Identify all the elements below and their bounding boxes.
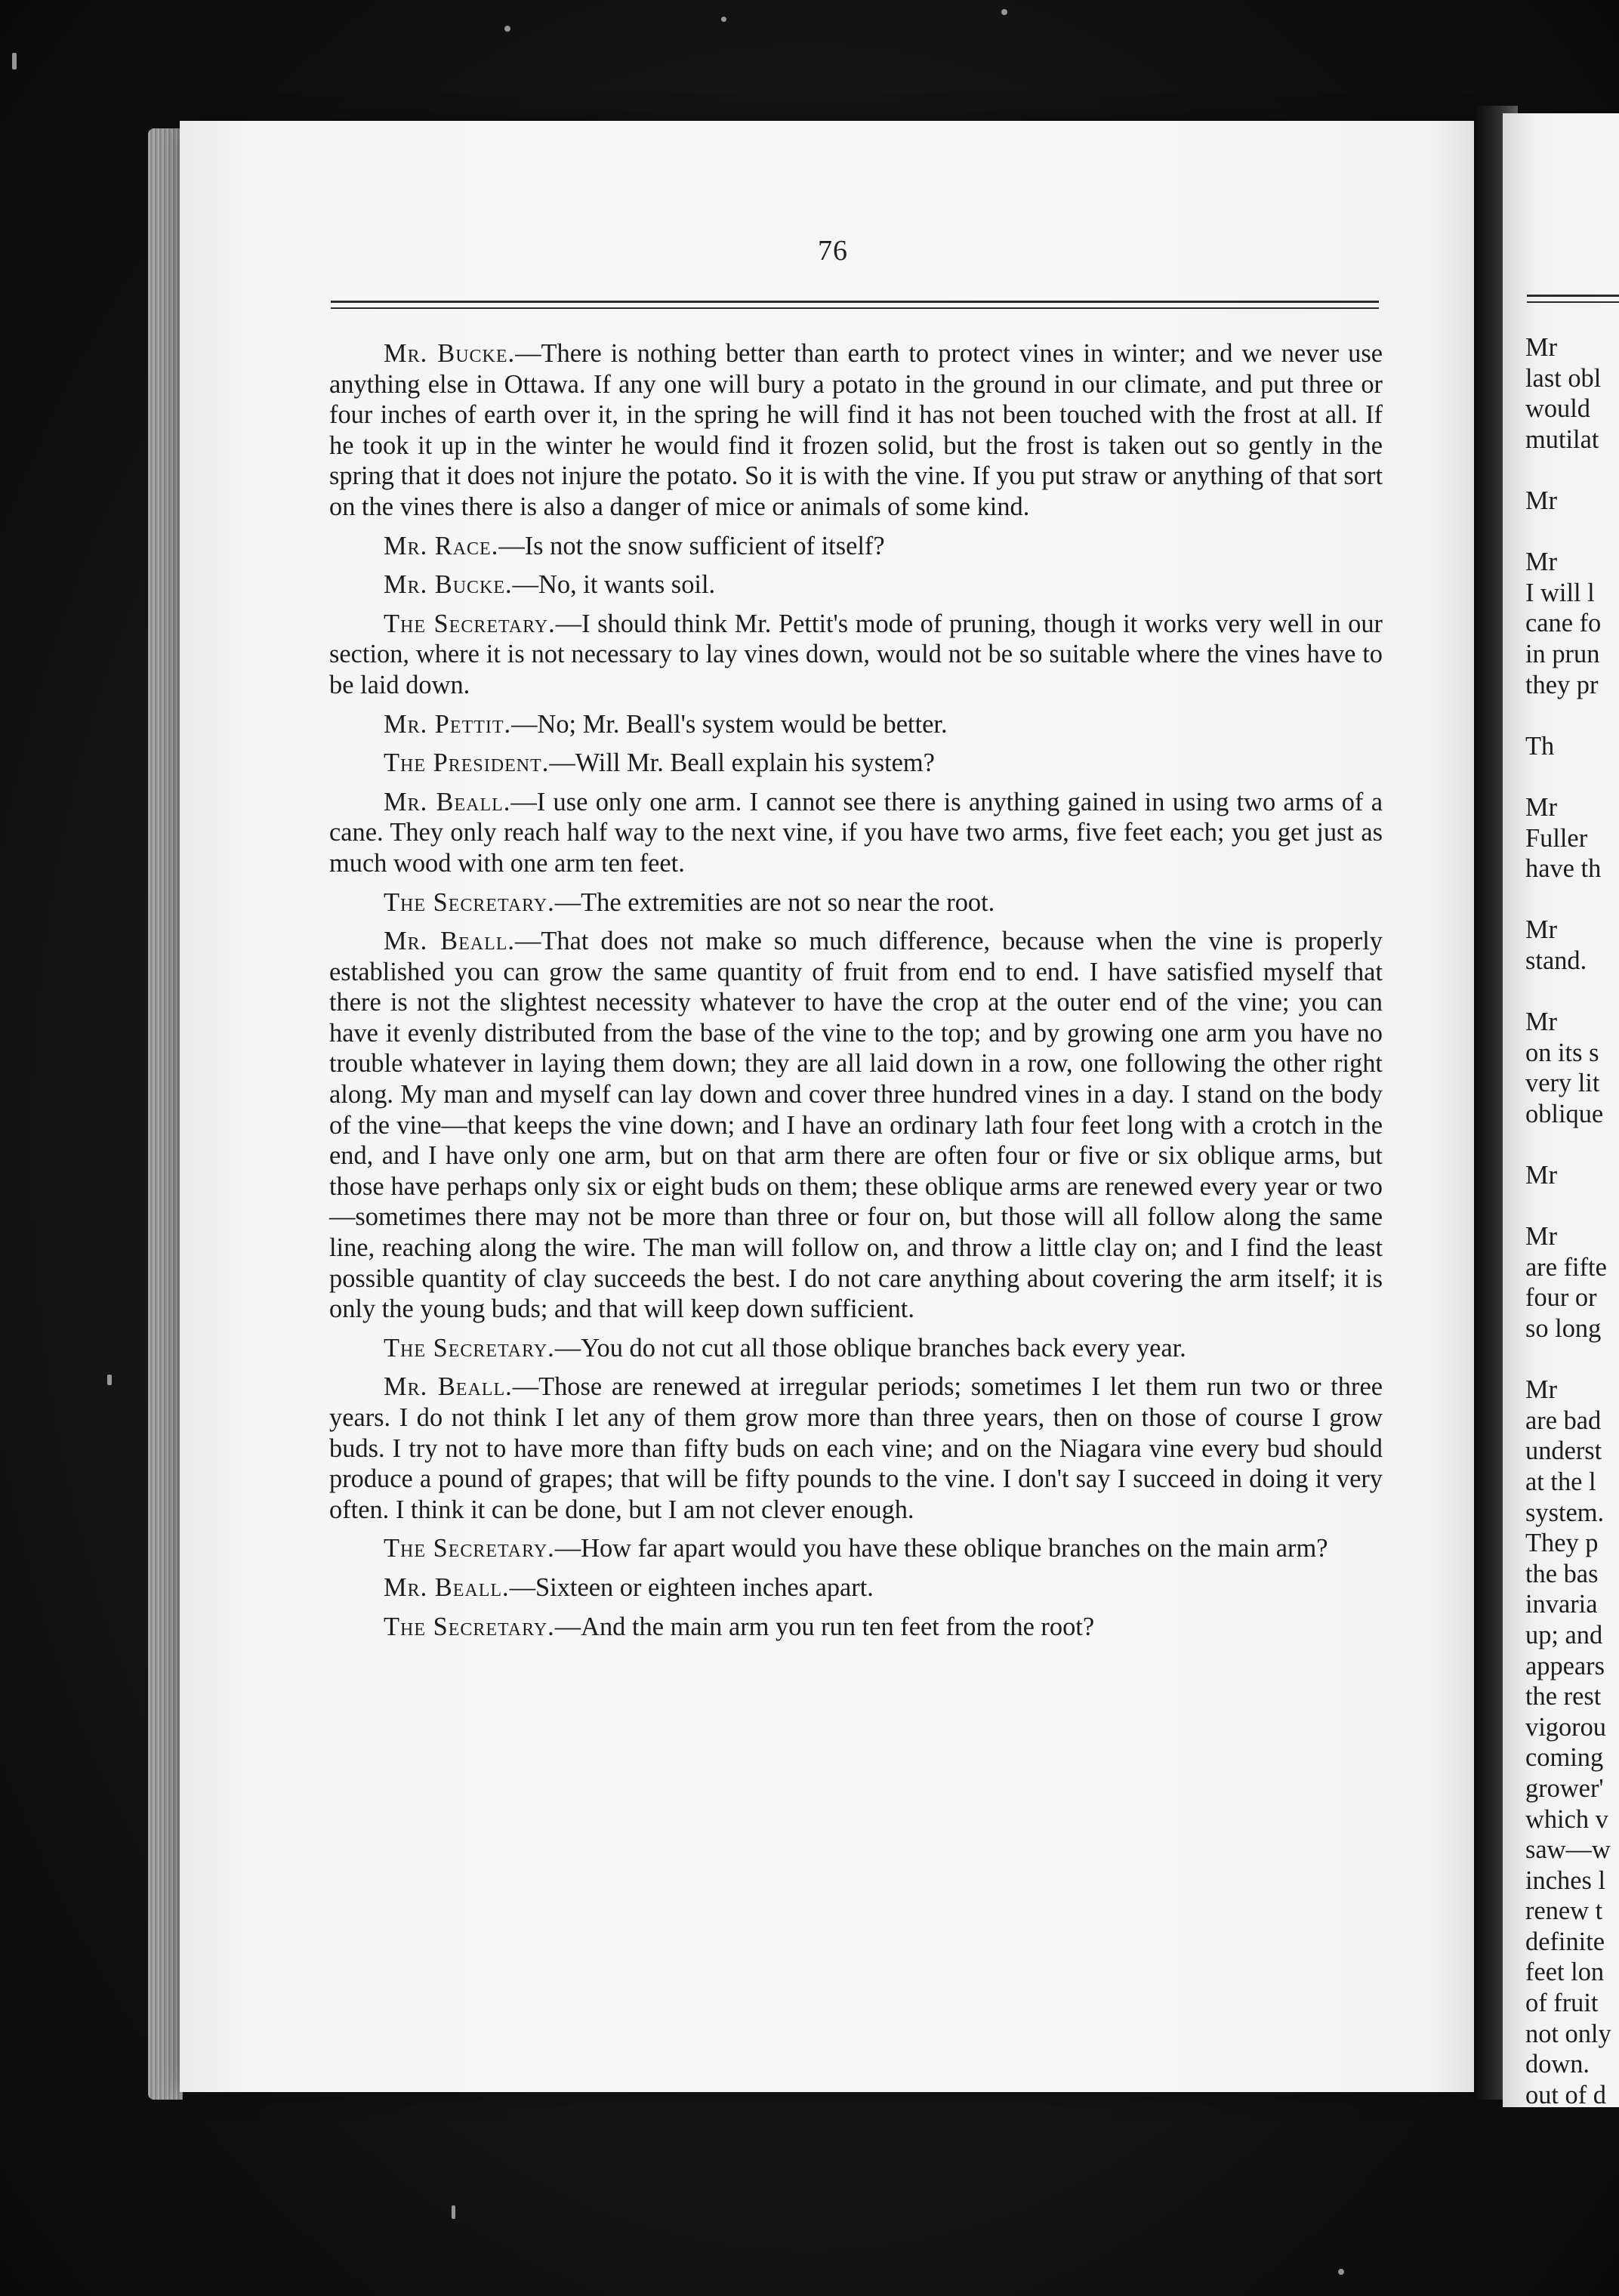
facing-page-line: They p xyxy=(1525,1529,1599,1558)
paragraph-text: —That does not make so much difference, because when the vine is properly established you can grow the same quantity of fruit from end to end. I have satisfied myself that there is not the slightest necessity whatever to have the crop at the outer end of the vine; you can have it evenly distributed from the base of the vine to the top; and by growing one arm you have no trouble whatever in laying them down; they are all laid down in a row, one following the other right along. My man and myself can lay down and cover three hundred vines in a day. I stand on the body of the vine—that keeps the vine down; and I have an ordinary lath four feet long with a crotch in the end, and I have only one arm, but on that arm there are often four or five or six oblique arms, but those have perhaps only six or eight buds on them; these oblique arms are renewed every year or two—sometimes there may not be more than three or four on, but those will all follow along the same line, reaching along the wire. The man will follow on, and throw a little clay on; and I find the least possible quantity of clay succeeds the best. I do not care anything about covering the arm itself; it is only the young buds; and that will keep down sufficient. xyxy=(329,927,1383,1324)
facing-page-line: feet lon xyxy=(1525,1958,1605,1987)
facing-page-line: very lit xyxy=(1525,1069,1600,1098)
facing-page-line: vigorou xyxy=(1525,1712,1606,1742)
paragraph-text: —I use only one arm. I cannot see there is anything gained in using two arms of a cane. They only reach half way to the next vine, if you have two arms, five feet each; you get just as much wood with one arm ten feet. xyxy=(329,787,1383,878)
header-rule xyxy=(331,301,1379,303)
facing-page-line: inches l xyxy=(1525,1866,1606,1895)
paragraph-text: —Is not the snow sufficient of itself? xyxy=(498,531,885,560)
paragraph-text: —And the main arm you run ten feet from the root? xyxy=(554,1612,1095,1641)
facing-page-line: renew t xyxy=(1525,1896,1603,1926)
facing-page-line: invaria xyxy=(1525,1590,1598,1619)
facing-page-line: cane fo xyxy=(1525,609,1602,638)
facing-page-line: appears xyxy=(1525,1651,1605,1680)
speaker-name: Mr. Beall. xyxy=(384,1572,510,1602)
facing-page-line: Mr xyxy=(1525,792,1558,822)
page-edge xyxy=(148,128,183,2100)
facing-page-line: stand. xyxy=(1525,946,1587,975)
speaker-name: The Secretary. xyxy=(384,887,555,917)
facing-page-line: have th xyxy=(1525,854,1602,884)
facing-page-line xyxy=(1525,700,1619,731)
facing-page-line: on its s xyxy=(1525,1038,1599,1067)
facing-page-line: definite xyxy=(1525,1927,1605,1956)
facing-page-line: mutilat xyxy=(1525,424,1599,454)
header-rule xyxy=(1527,295,1619,297)
dialogue-paragraph xyxy=(329,748,1383,779)
facing-page-line: at the l xyxy=(1525,1467,1596,1496)
facing-page-line: underst xyxy=(1525,1437,1602,1466)
dialogue-paragraph xyxy=(329,709,1383,740)
dialogue-paragraph xyxy=(329,338,1383,523)
facing-page-line xyxy=(1525,1129,1619,1160)
facing-page-line: Mr xyxy=(1525,1161,1558,1190)
paragraph-text: —I should think Mr. Pettit's mode of pruning, though it works very well in our section, where it is not necessary to lay vines down, would not be so suitable where the vines have to be laid down. xyxy=(329,609,1383,699)
facing-page-line: Mr xyxy=(1525,548,1558,577)
speaker-name: The Secretary. xyxy=(384,1612,555,1641)
paragraph-text: —No, it wants soil. xyxy=(512,570,716,600)
facing-page-line: they pr xyxy=(1525,670,1599,699)
paragraph-text: —No; Mr. Beall's system would be better. xyxy=(511,709,948,739)
facing-page-line: not only xyxy=(1525,2019,1611,2048)
facing-page-line: Mr xyxy=(1525,333,1558,362)
facing-page-line xyxy=(1525,976,1619,1007)
facing-page-line: Mr xyxy=(1525,915,1558,945)
paragraph-text: —How far apart would you have these oblique branches on the main arm? xyxy=(554,1534,1328,1563)
speaker-name: The Secretary. xyxy=(384,609,556,638)
header-rule xyxy=(331,307,1379,309)
facing-page-line xyxy=(1525,1344,1619,1375)
facing-page-line: grower' xyxy=(1525,1773,1604,1803)
dialogue-paragraph xyxy=(329,569,1383,600)
facing-page-line xyxy=(1525,761,1619,792)
facing-page-line: up; and xyxy=(1525,1620,1603,1649)
paragraph-text: —The extremities are not so near the root. xyxy=(554,887,995,917)
speaker-name: Mr. Pettit. xyxy=(384,709,512,739)
dialogue-paragraph xyxy=(329,609,1383,701)
facing-page-line: Fuller xyxy=(1525,823,1588,853)
paragraph-text: —Will Mr. Beall explain his system? xyxy=(549,748,935,778)
dialogue-paragraph xyxy=(329,1372,1383,1525)
facing-page-line: I will l xyxy=(1525,578,1595,607)
facing-page-line: last obl xyxy=(1525,363,1602,393)
speaker-name: The President. xyxy=(384,748,550,778)
facing-page-line: Mr xyxy=(1525,1008,1558,1037)
dialogue-paragraph xyxy=(329,531,1383,562)
facing-page-line: four or xyxy=(1525,1283,1597,1313)
paragraph-text: —Those are renewed at irregular periods; sometimes I let them run two or three years. I do not think I let any of them grow more than three years, then on those of course I grow buds. I try not to have more than fifty buds on each vine; and on the Niagara vine every bud should produce a pound of grapes; that will be fifty pounds to the vine. I don't say I succeed in doing it very often. I think it can be done, but I am not clever enough. xyxy=(329,1372,1383,1524)
speaker-name: Mr. Beall. xyxy=(384,1372,513,1402)
page-number: 76 xyxy=(818,235,848,267)
speaker-name: The Secretary. xyxy=(384,1333,555,1362)
facing-page-line: Mr xyxy=(1525,1222,1558,1251)
facing-page-line: Mr xyxy=(1525,486,1558,515)
facing-page-line: out of d xyxy=(1525,2080,1606,2109)
facing-page-line: of fruit xyxy=(1525,1989,1599,2018)
dust-speck xyxy=(721,17,726,22)
speaker-name: The Secretary. xyxy=(384,1534,555,1563)
facing-page-line: the rest xyxy=(1525,1682,1602,1711)
book-page-left xyxy=(180,121,1486,2092)
facing-page-line: are fifte xyxy=(1525,1252,1607,1282)
dust-speck xyxy=(504,26,510,32)
speaker-name: Mr. Beall. xyxy=(384,927,516,956)
facing-page-text xyxy=(1525,332,1619,2110)
facing-page-line: would xyxy=(1525,394,1590,424)
facing-page-line: which v xyxy=(1525,1804,1608,1834)
facing-page-line xyxy=(1525,517,1619,548)
dust-speck xyxy=(452,2205,455,2219)
speaker-name: Mr. Bucke. xyxy=(384,339,516,368)
paragraph-text: —Sixteen or eighteen inches apart. xyxy=(509,1572,874,1602)
speaker-name: Mr. Beall. xyxy=(384,787,511,816)
facing-page-line xyxy=(1525,1191,1619,1222)
paragraph-text: —There is nothing better than earth to protect vines in winter; and we never use anything else in Ottawa. If any one will bury a potato in the ground in our climate, and put three or four inches of earth over it, in the spring he will find it has not been touched with the frost at all. If he took it up in the winter he would find it frozen solid, but the frost is taken out so gently in the spring that it does not injure the potato. So it is with the vine. If you put straw or anything of that sort on the vines there is also a danger of mice or animals of some kind. xyxy=(329,339,1383,521)
page-text xyxy=(329,338,1383,1642)
facing-page-line: are bad xyxy=(1525,1406,1602,1435)
dust-speck xyxy=(12,53,17,69)
facing-page-line: coming xyxy=(1525,1743,1604,1773)
facing-page-line: system. xyxy=(1525,1498,1605,1527)
facing-page-line: so long xyxy=(1525,1314,1602,1343)
dialogue-paragraph xyxy=(329,926,1383,1325)
facing-page-line xyxy=(1525,884,1619,915)
dialogue-paragraph xyxy=(329,1333,1383,1364)
dialogue-paragraph xyxy=(329,1612,1383,1643)
dialogue-paragraph xyxy=(329,1533,1383,1564)
dust-speck xyxy=(1001,9,1007,15)
dust-speck xyxy=(107,1375,112,1385)
dialogue-paragraph xyxy=(329,1572,1383,1603)
facing-page-line: the bas xyxy=(1525,1559,1599,1588)
speaker-name: Mr. Bucke. xyxy=(384,570,513,600)
dust-speck xyxy=(1338,2269,1344,2275)
facing-page-line: down. xyxy=(1525,2050,1590,2079)
facing-page-line: oblique xyxy=(1525,1099,1604,1128)
dialogue-paragraph xyxy=(329,887,1383,918)
facing-page-line xyxy=(1525,455,1619,486)
facing-page-line: in prun xyxy=(1525,639,1600,668)
facing-page-line: Th xyxy=(1525,731,1555,761)
speaker-name: Mr. Race. xyxy=(384,531,499,560)
facing-page-line: Mr xyxy=(1525,1375,1558,1405)
dialogue-paragraph xyxy=(329,787,1383,879)
paragraph-text: —You do not cut all those oblique branches back every year. xyxy=(554,1333,1186,1362)
facing-page-line: saw—w xyxy=(1525,1835,1611,1865)
book-page-right-fragment xyxy=(1503,113,1619,2107)
header-rule xyxy=(1527,301,1619,303)
